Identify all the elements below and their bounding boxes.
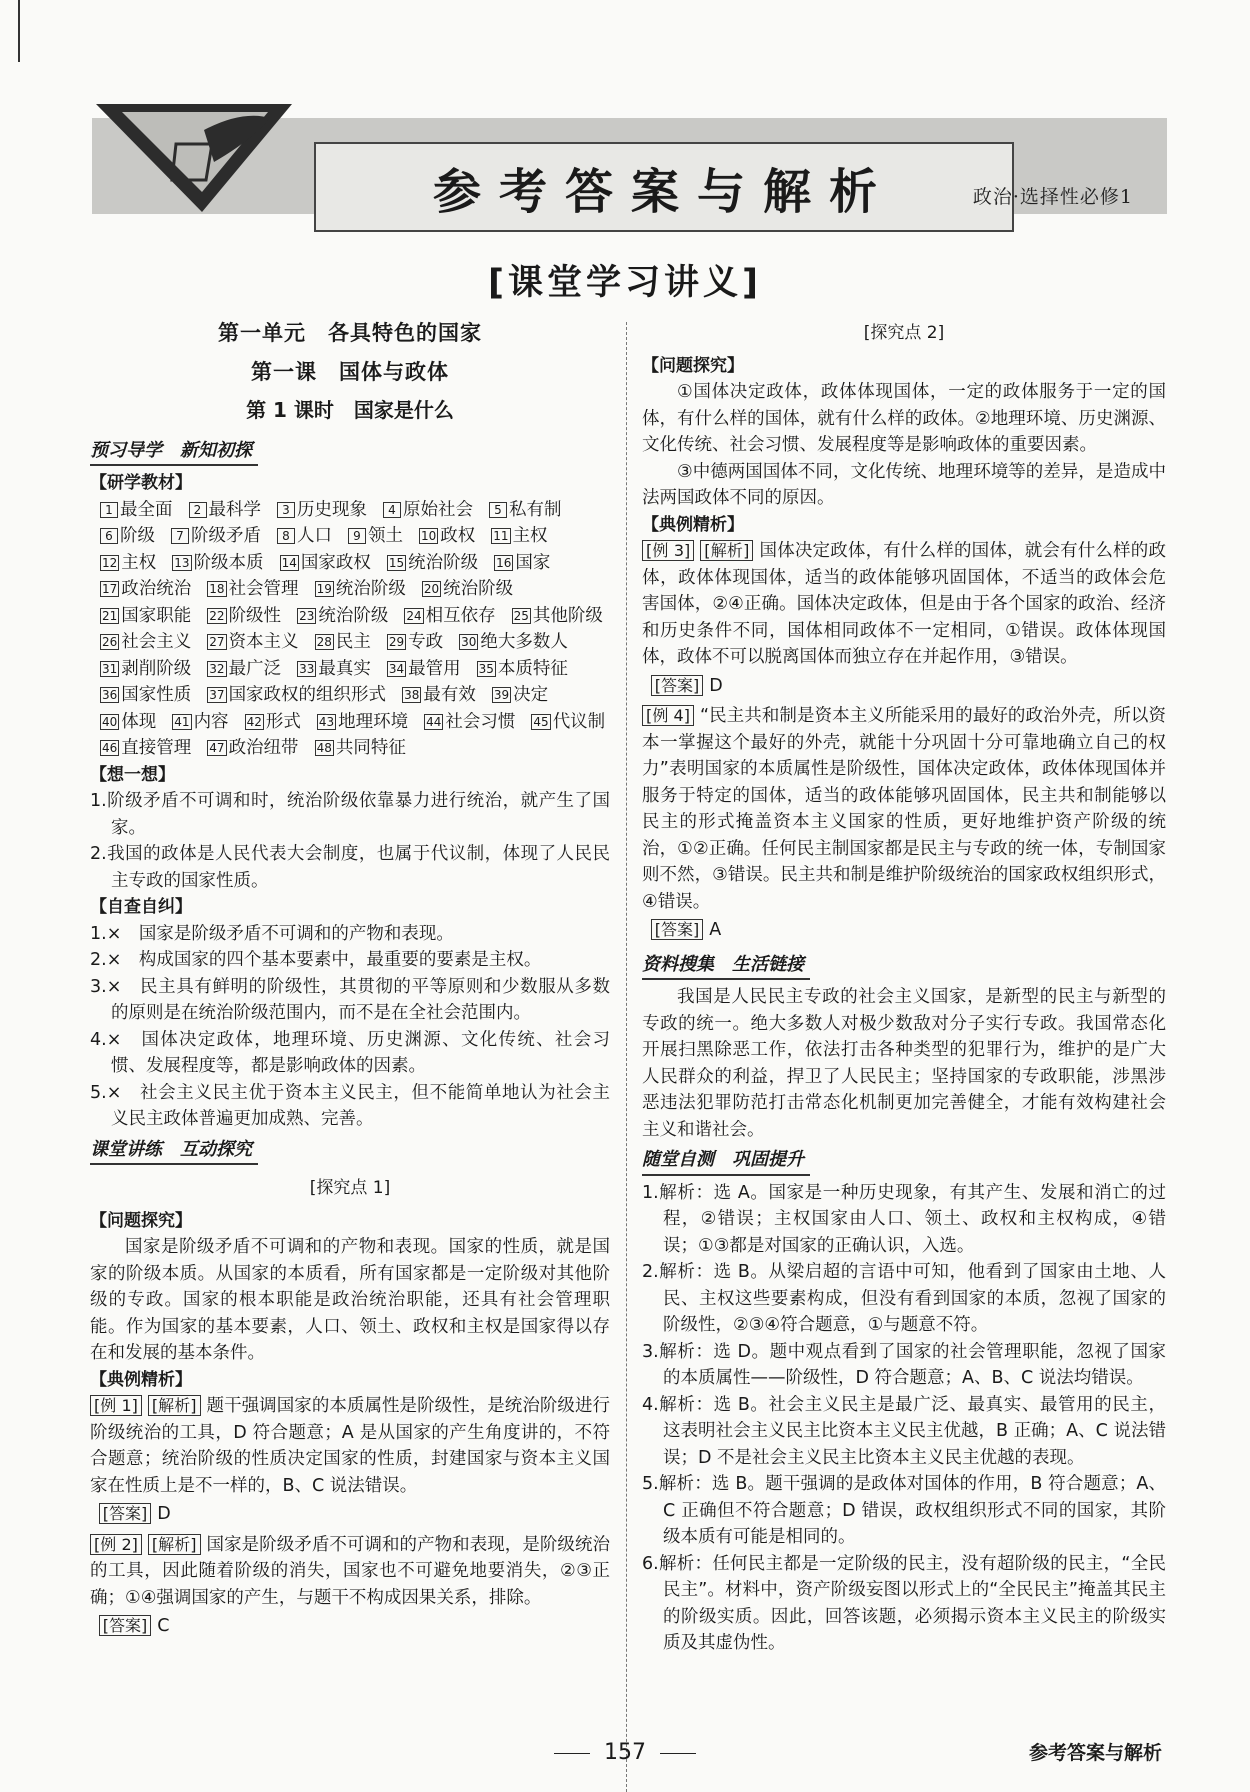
example-3-analysis-label: [解析] [700, 540, 753, 561]
answer-term: 国家性质 [121, 685, 192, 705]
answer-value: A [709, 920, 722, 940]
example-4 [642, 703, 1166, 915]
materials-answer [387, 656, 461, 683]
explore-point-1: [探究点 1] [309, 1178, 391, 1198]
header-banner [92, 100, 1167, 218]
page-number-text: 157 [604, 1740, 646, 1765]
period-title: 第 1 课时 国家是什么 [246, 398, 454, 422]
think-item: 2.我国的政体是人民代表大会制度，也属于代议制，体现了人民民主专政的国家性质。 [90, 844, 610, 891]
answer-term: 最全面 [120, 499, 173, 520]
life-link-text: 我国是人民民主专政的社会主义国家，是新型的民主与新型的专政的统一。绝大多数人对极少数敌对分子实行专政。我国常态化开展扫黑除恶工作，依法打击各种类型的犯罪行为，维护的是广大人民群众的利益，捍卫了人民民主；坚持国家的专政职能，涉黑涉恶违法犯罪防范打击常态化机制更加完善健全，才能有效构建社会主义和谐社会。 [642, 987, 1166, 1140]
answer-number-box: 11 [493, 529, 509, 543]
answer-term: 政治统治 [121, 579, 192, 599]
unit-title: 第一单元 各具特色的国家 [218, 321, 482, 345]
answer-term: 主权 [121, 552, 157, 573]
answer-label: [答案] [99, 1503, 152, 1524]
answer-number-box: 33 [299, 661, 315, 676]
answer-term: 最广泛 [228, 658, 282, 679]
answer-number-box: 23 [299, 608, 315, 623]
answer-number-box: 3 [277, 502, 295, 518]
answer-number-box: 5 [489, 502, 507, 518]
answer-number-box: 27 [209, 635, 225, 649]
tag-think: 【 想一想 】 [90, 765, 175, 785]
materials-answer [172, 550, 263, 577]
materials-answer [531, 709, 605, 736]
think-item: 1.阶级矛盾不可调和时，统治阶级依靠暴力进行统治，就产生了国家。 [90, 791, 610, 838]
materials-answer [189, 497, 262, 524]
test-item: 4.解析：选 B。社会主义民主是最广泛、最真实、最管用的民主，这表明社会主义民主比资本主义民主优越，B 正确；A、C 说法错误；D 不是社会主义民主比资本主义民主优越的表现。 [642, 1394, 1166, 1468]
materials-answer [459, 629, 568, 656]
answer-term: 专政 [408, 632, 444, 652]
band-preview: 预习导学 新知初探 [90, 438, 258, 467]
answer-number-box: 30 [461, 635, 477, 649]
answer-term: 资本主义 [228, 632, 299, 652]
materials-answer [207, 629, 298, 656]
question-1-text: 国家是阶级矛盾不可调和的产物和表现。国家的性质，就是国家的阶级本质。从国家的本质看，所有国家都是一定阶级对其他阶级的专政。国家的根本职能是政治统治职能，还具有社会管理职能。作为国家的基本要素，人口、领土、政权和主权是国家得以存在和发展的基本条件。 [90, 1237, 610, 1363]
answer-number-box: 43 [318, 714, 335, 729]
example-3-label: [例 3] [642, 540, 694, 561]
answer-number-box: 20 [423, 582, 440, 596]
materials-answer [100, 497, 173, 524]
answer-value: C [157, 1616, 170, 1636]
answer-term: 相互依存 [425, 605, 496, 626]
check-item: 4.× 国体决定政体，地理环境、历史渊源、文化传统、社会习惯、发展程度等，都是影响政体的因素。 [90, 1029, 610, 1076]
materials-answer [207, 682, 386, 709]
answer-term: 共同特征 [335, 738, 406, 758]
materials-answer [383, 497, 473, 524]
scan-edge-line [18, 0, 20, 62]
materials-answer [387, 629, 443, 656]
materials-answer [424, 709, 515, 736]
header-title-box [314, 142, 1014, 232]
materials-answer [512, 603, 603, 630]
example-2-text: 国家是阶级矛盾不可调和的产物和表现，是阶级统治的工具，因此随着阶级的消失，国家也不可避免地要消失，②③正确；①④强调国家的产生，与题干不构成因果关系，排除。 [90, 1534, 610, 1608]
answer-term: 人口 [297, 526, 332, 546]
answer-number-box: 40 [102, 714, 118, 729]
answer-term: 统治阶级 [443, 579, 514, 599]
answer-number-box: 29 [388, 635, 405, 649]
column-divider [626, 322, 627, 1792]
answer-number-box: 13 [174, 555, 190, 570]
answer-label: [答案] [651, 675, 704, 696]
answer-number-box: 16 [496, 555, 512, 570]
materials-answer [207, 603, 281, 630]
answer-number-box: 31 [102, 661, 118, 676]
answer-term: 国家 [515, 552, 551, 573]
answer-number-box: 37 [209, 688, 225, 702]
right-column [642, 320, 1166, 1657]
answer-term: 统治阶级 [408, 552, 479, 573]
answer-number-box: 21 [102, 608, 118, 623]
answer-number-box: 39 [493, 688, 510, 702]
materials-answer [489, 497, 562, 524]
materials-answer [402, 682, 476, 709]
answer-number-box: 18 [209, 582, 225, 596]
materials-answer [100, 576, 191, 603]
check-item: 2.× 构成国家的四个基本要素中，最重要的要素是主权。 [90, 950, 542, 970]
answer-number-box: 7 [171, 528, 189, 544]
answer-term: 统治阶级 [318, 605, 389, 626]
answer-term: 最管用 [408, 658, 461, 679]
materials-answer [280, 550, 371, 577]
band-classroom: 课堂讲练 互动探究 [90, 1137, 258, 1166]
answer-number-box: 22 [209, 608, 225, 623]
answer-number-box: 9 [348, 528, 366, 544]
answer-term: 本质特征 [497, 658, 568, 679]
materials-answer [419, 523, 475, 550]
example-1-text: 题干强调国家的本质属性是阶级性，是统治阶级进行阶级统治的工具，D 符合题意；A 是从国家的产生角度讲的，不符合题意；统治阶级的性质决定国家的性质，封建国家与资本主义国家在性质上是不一样的，B、C 说法错误。 [90, 1396, 610, 1496]
materials-answer [315, 629, 371, 656]
materials-answer [315, 576, 406, 603]
test-item: 3.解析：选 D。题中观点看到了国家的社会管理职能，忽视了国家的本质属性——阶级性，D 符合题意；A、B、C 说法均错误。 [642, 1341, 1166, 1388]
materials-answer [317, 709, 408, 736]
band-self-test: 随堂自测 巩固提升 [642, 1147, 810, 1176]
example-3 [642, 538, 1166, 671]
answer-term: 原始社会 [403, 499, 473, 520]
materials-answer [492, 682, 548, 709]
materials-answer [297, 656, 371, 683]
answer-term: 阶级性 [228, 605, 282, 626]
materials-answer [207, 576, 298, 603]
answer-term: 阶级矛盾 [191, 526, 261, 546]
pen-emblem-icon [92, 100, 322, 218]
answer-term: 主权 [512, 526, 548, 546]
materials-answer [494, 550, 550, 577]
materials-answer [277, 523, 332, 550]
example-2-analysis-label: [解析] [148, 1534, 201, 1555]
example-4-answer [642, 917, 1166, 944]
answer-number-box: 47 [209, 741, 225, 755]
left-column [90, 320, 610, 1644]
answer-term: 历史现象 [297, 499, 367, 520]
answer-term: 形式 [265, 711, 301, 732]
answer-number-box: 26 [102, 635, 118, 649]
answer-number-box: 38 [404, 688, 420, 702]
materials-answer [100, 682, 191, 709]
materials-answer [100, 550, 156, 577]
tag-question-1: 【 问题探究 】 [90, 1211, 192, 1231]
answer-term: 统治阶级 [335, 579, 406, 599]
example-3-text: 国体决定政体，有什么样的国体，就会有什么样的政体，政体体现国体，适当的政体能够巩固国体，不适当的政体会危害国体，②④正确。国体决定政体，但是由于各个国家的政治、经济和历史条件不同，国体相同政体不一定相同，①错误。政体体现国体，政体不可以脱离国体而独立存在并起作用，③错误。 [642, 541, 1166, 667]
answer-term: 其他阶级 [532, 605, 603, 626]
answer-value: D [157, 1504, 171, 1524]
test-item: 2.解析：选 B。从梁启超的言语中可知，他看到了国家由土地、人民、主权这些要素构成，但没有看到国家的本质，忽视了国家的阶级性，②③④符合题意，①与题意不符。 [642, 1262, 1166, 1335]
answer-term: 最科学 [208, 499, 261, 520]
tag-question-2: 【 问题探究 】 [642, 356, 744, 376]
materials-answer [277, 497, 367, 524]
answer-term: 最真实 [318, 658, 371, 679]
answer-term: 社会主义 [121, 632, 192, 652]
example-1-answer [90, 1501, 610, 1528]
check-item: 1.× 国家是阶级矛盾不可调和的产物和表现。 [90, 923, 454, 944]
tag-materials: 【 研学教材 】 [90, 473, 192, 493]
answer-number-box: 34 [388, 661, 405, 676]
tag-check: 【 自查自纠 】 [90, 897, 192, 917]
answer-number-box: 14 [281, 555, 297, 570]
answer-term: 社会习惯 [445, 711, 516, 732]
example-4-text: “民主共和制是资本主义所能采用的最好的政治外壳，所以资本一掌握这个最好的外壳，就能十分巩固十分可靠地确立自己的权力”表明国家的本质属性是阶级性，国体决定政体，政体体现国体并服务于特定的国体，适当的政体能够巩固国体，民主共和制能够以民主的形式掩盖资本主义国家的性质，更好地维护资产阶级的统治，①②正确。任何民主制国家都是民主与专政的统一体，专制国家则不然，③错误。民主共和制是维护阶级统治的国家政权组织形式，④错误。 [642, 706, 1166, 912]
test-item: 5.解析：选 B。题干强调的是政体对国体的作用，B 符合题意；A、C 正确但不符合题意；D 错误，政权组织形式不同的国家，其阶级本质有可能是相同的。 [642, 1474, 1166, 1547]
materials-answer [245, 709, 301, 736]
answer-number-box: 10 [421, 529, 437, 543]
question-2-text: ③中德两国国体不同，文化传统、地理环境等的差异，是造成中法两国政体不同的原因。 [642, 461, 1166, 508]
footer-label: 参考答案与解析 [1028, 1742, 1162, 1764]
materials-answer [172, 709, 228, 736]
check-item: 3.× 民主具有鲜明的阶级性，其贯彻的平等原则和少数服从多数的原则是在统治阶级范围内，而不是在全社会范围内。 [90, 976, 610, 1023]
example-1 [90, 1393, 610, 1499]
answer-number-box: 32 [209, 661, 225, 676]
answer-number-box: 42 [246, 714, 262, 729]
explore-point-2: [探究点 2] [863, 323, 945, 343]
answer-term: 体现 [121, 711, 157, 732]
answer-number-box: 36 [102, 688, 118, 702]
answer-label: [答案] [651, 919, 704, 940]
materials-answer [404, 603, 495, 630]
tag-example-2: 【 典例精析 】 [642, 515, 744, 535]
answer-term: 阶级本质 [193, 552, 264, 573]
example-2 [90, 1532, 610, 1612]
section-title: [课堂学习讲义] [488, 263, 762, 303]
answer-term: 领土 [368, 526, 403, 546]
answer-number-box: 35 [478, 661, 494, 676]
answer-term: 剥削阶级 [121, 658, 192, 679]
materials-answer [100, 629, 191, 656]
answer-term: 民主 [335, 632, 371, 652]
answer-number-box: 41 [174, 714, 190, 729]
answer-label: [答案] [99, 1615, 152, 1636]
band-life-link: 资料搜集 生活链接 [642, 952, 810, 981]
answer-number-box: 24 [406, 608, 422, 623]
answer-number-box: 19 [316, 582, 332, 596]
answer-term: 国家职能 [121, 605, 192, 626]
materials-answer-grid [90, 497, 610, 762]
answer-term: 地理环境 [338, 711, 409, 732]
answer-number-box: 25 [513, 608, 529, 623]
answer-number-box: 17 [102, 582, 118, 596]
test-item: 1.解析：选 A。国家是一种历史现象，有其产生、发展和消亡的过程，②错误；主权国家由人口、领土、政权和主权构成，④错误；①③都是对国家的正确认识，入选。 [642, 1182, 1166, 1256]
answer-number-box: 6 [100, 528, 118, 544]
answer-number-box: 48 [316, 741, 332, 755]
question-2-text: ①国体决定政体，政体体现国体，一定的政体服务于一定的国体，有什么样的国体，就有什么样的政体。②地理环境、历史渊源、文化传统、社会习惯、发展程度等是影响政体的重要因素。 [642, 382, 1166, 455]
example-1-label: [例 1] [90, 1395, 142, 1416]
answer-number-box: 8 [277, 528, 295, 544]
materials-answer [100, 709, 156, 736]
materials-answer [100, 603, 191, 630]
check-item: 5.× 社会主义民主优于资本主义民主，但不能简单地认为社会主义民主政体普遍更加成熟、完善。 [90, 1082, 610, 1129]
answer-term: 最有效 [423, 685, 476, 705]
materials-answer [100, 735, 191, 762]
answer-number-box: 2 [189, 502, 207, 518]
answer-term: 国家政权的组织形式 [228, 685, 387, 705]
answer-number-box: 28 [316, 635, 332, 649]
answer-value: D [709, 675, 723, 696]
answer-number-box: 4 [383, 502, 401, 518]
materials-answer [297, 603, 388, 630]
answer-number-box: 46 [102, 741, 118, 755]
lesson-title: 第一课 国体与政体 [251, 359, 449, 384]
example-4-label: [例 4] [642, 705, 694, 726]
answer-term: 政权 [440, 526, 476, 546]
materials-answer [387, 550, 478, 577]
answer-term: 直接管理 [121, 738, 192, 758]
example-3-answer [642, 673, 1166, 700]
materials-answer [422, 576, 513, 603]
materials-answer [348, 523, 403, 550]
materials-answer [207, 656, 281, 683]
answer-number-box: 12 [102, 555, 118, 570]
test-item: 6.解析：任何民主都是一定阶级的民主，没有超阶级的民主，“全民民主”。材料中，资产阶级妄图以形式上的“全民民主”掩盖其民主的阶级实质。因此，回答该题，必须揭示资本主义民主的阶级实质及其虚伪性。 [642, 1553, 1166, 1653]
header-subtitle: 政治·选择性必修1 [972, 186, 1133, 208]
materials-answer [100, 656, 191, 683]
example-1-analysis-label: [解析] [148, 1395, 201, 1416]
answer-term: 国家政权 [300, 552, 371, 573]
answer-number-box: 15 [388, 555, 405, 570]
answer-term: 代议制 [552, 711, 606, 732]
materials-answer [171, 523, 261, 550]
answer-number-box: 45 [533, 714, 549, 729]
answer-number-box: 1 [100, 502, 118, 518]
example-2-answer [90, 1613, 610, 1640]
materials-answer [207, 735, 298, 762]
tag-example-1: 【 典例精析 】 [90, 1370, 192, 1390]
answer-number-box: 44 [426, 714, 442, 729]
answer-term: 政治纽带 [228, 738, 299, 758]
answer-term: 社会管理 [228, 579, 299, 599]
answer-term: 绝大多数人 [480, 632, 568, 652]
materials-answer [100, 523, 155, 550]
answer-term: 私有制 [509, 499, 562, 520]
header-title: 参考答案与解析 [432, 163, 895, 220]
materials-answer [477, 656, 568, 683]
answer-term: 决定 [513, 685, 549, 705]
answer-term: 内容 [193, 711, 229, 732]
materials-answer [491, 523, 547, 550]
example-2-label: [例 2] [90, 1534, 142, 1555]
materials-answer [315, 735, 406, 762]
answer-term: 阶级 [120, 526, 155, 546]
